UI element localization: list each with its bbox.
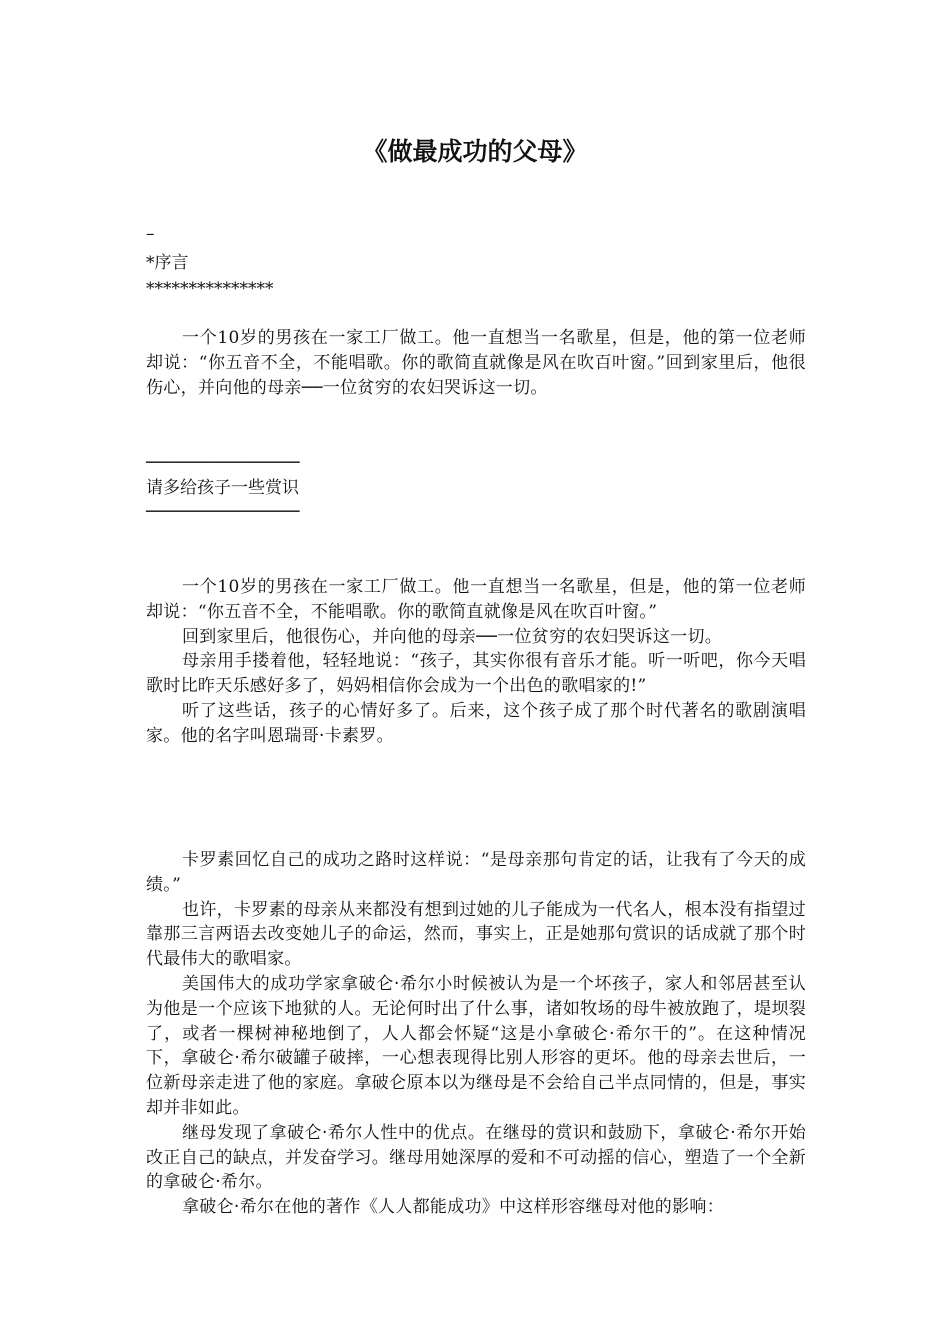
- paragraph: 回到家里后，他很伤心，并向他的母亲──一位贫穷的农妇哭诉这一切。: [182, 626, 723, 647]
- section-heading: 请多给孩子一些赏识: [146, 478, 299, 498]
- paragraph: 也许，卡罗素的母亲从来都没有想到过她的儿子能成为一代名人，根本没有指望过靠那三言两语去改变她儿子的命运，然而，事实上，正是她那句赏识的话成就了那个时代最伟大的歌唱家。: [146, 899, 806, 970]
- preface-text: [146, 326, 806, 400]
- preface-paragraph: 一个10岁的男孩在一家工厂做工。他一直想当一名歌星，但是，他的第一位老师却说：“你五音不全，不能唱歌。你的歌简直就像是风在吹百叶窗。”回到家里后，他很伤心，并向他的母亲──一位贫穷的农妇哭诉这一切。: [146, 328, 806, 398]
- body-group-1: [146, 575, 806, 749]
- paragraph: 美国伟大的成功学家拿破仑·希尔小时候被认为是一个坏孩子，家人和邻居甚至认为他是一个应该下地狱的人。无论何时出了什么事，诸如牧场的母牛被放跑了，堤坝裂了，或者一棵树神秘地倒了，人人都会怀疑“这是小拿破仑·希尔干的”。在这种情况下，拿破仑·希尔破罐子破摔，一心想表现得比别人形容的更坏。他的母亲去世后，一位新母亲走进了他的家庭。拿破仑原本以为继母是不会给自己半点同情的，但是，事实却并非如此。: [146, 973, 806, 1118]
- paragraph: 母亲用手搂着他，轻轻地说：“孩子，其实你很有音乐才能。听一听吧，你今天唱歌时比昨天乐感好多了，妈妈相信你会成为一个出色的歌唱家的!”: [146, 651, 806, 697]
- paragraph: 一个10岁的男孩在一家工厂做工。他一直想当一名歌星，但是，他的第一位老师却说：“你五音不全，不能唱歌。你的歌简直就像是风在吹百叶窗。”: [146, 577, 806, 622]
- preface-label: *序言: [146, 253, 189, 273]
- section-rule-top: ───────────────: [146, 453, 300, 473]
- paragraph: 拿破仑·希尔在他的著作《人人都能成功》中这样形容继母对他的影响：: [182, 1197, 725, 1218]
- section-rule-bottom: ───────────────: [146, 502, 300, 522]
- document-title: 《做最成功的父母》: [362, 137, 588, 166]
- preface-dash: –: [146, 224, 155, 244]
- paragraph: 卡罗素回忆自己的成功之路时这样说：“是母亲那句肯定的话，让我有了今天的成绩。”: [146, 850, 806, 895]
- paragraph: 听了这些话，孩子的心情好多了。后来，这个孩子成了那个时代著名的歌剧演唱家。他的名字叫恩瑞哥·卡素罗。: [146, 700, 806, 746]
- preface-stars: ***************: [146, 279, 274, 299]
- paragraph: 继母发现了拿破仑·希尔人性中的优点。在继母的赏识和鼓励下，拿破仑·希尔开始改正自己的缺点，并发奋学习。继母用她深厚的爱和不可动摇的信心，塑造了一个全新的拿破仑·希尔。: [146, 1122, 806, 1193]
- body-group-2: [146, 848, 806, 1220]
